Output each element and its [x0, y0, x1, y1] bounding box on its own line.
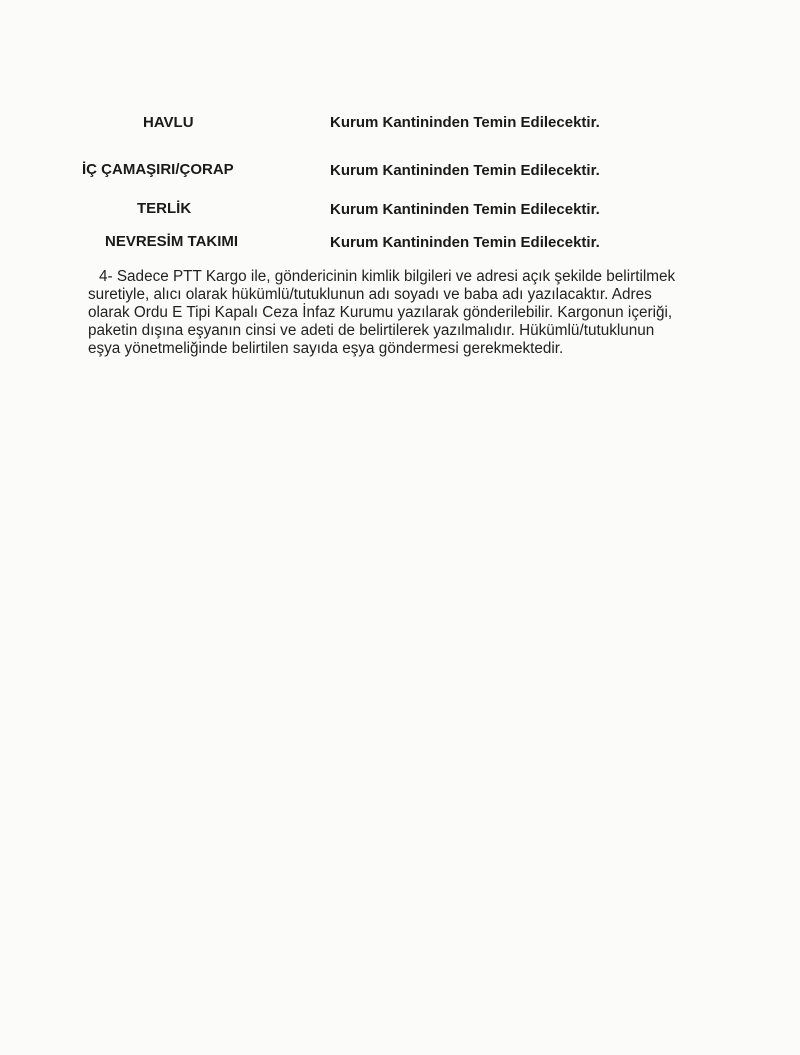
item-name: NEVRESİM TAKIMI	[105, 233, 239, 250]
item-name: TERLİK	[137, 200, 192, 217]
item-value: Kurum Kantininden Temin Edilecektir.	[330, 114, 600, 131]
item-value: Kurum Kantininden Temin Edilecektir.	[330, 162, 600, 179]
item-name: İÇ ÇAMAŞIRI/ÇORAP	[82, 161, 234, 178]
instructions-paragraph	[88, 268, 738, 358]
item-value: Kurum Kantininden Temin Edilecektir.	[330, 201, 600, 218]
paragraph-line: suretiyle, alıcı olarak hükümlü/tutuklunun adı soyadı ve baba adı yazılacaktır. Adres	[88, 286, 652, 303]
item-value: Kurum Kantininden Temin Edilecektir.	[330, 234, 600, 251]
paragraph-line: olarak Ordu E Tipi Kapalı Ceza İnfaz Kurumu yazılarak gönderilebilir. Kargonun içeriği,	[88, 304, 673, 321]
paragraph-line: paketin dışına eşyanın cinsi ve adeti de belirtilerek yazılmalıdır. Hükümlü/tutuklunun	[88, 322, 655, 339]
paragraph-line: eşya yönetmeliğinde belirtilen sayıda eşya göndermesi gerekmektedir.	[88, 340, 564, 357]
item-name: HAVLU	[143, 114, 194, 131]
paragraph-line: 4- Sadece PTT Kargo ile, göndericinin kimlik bilgileri ve adresi açık şekilde belirtilmek	[99, 268, 676, 285]
